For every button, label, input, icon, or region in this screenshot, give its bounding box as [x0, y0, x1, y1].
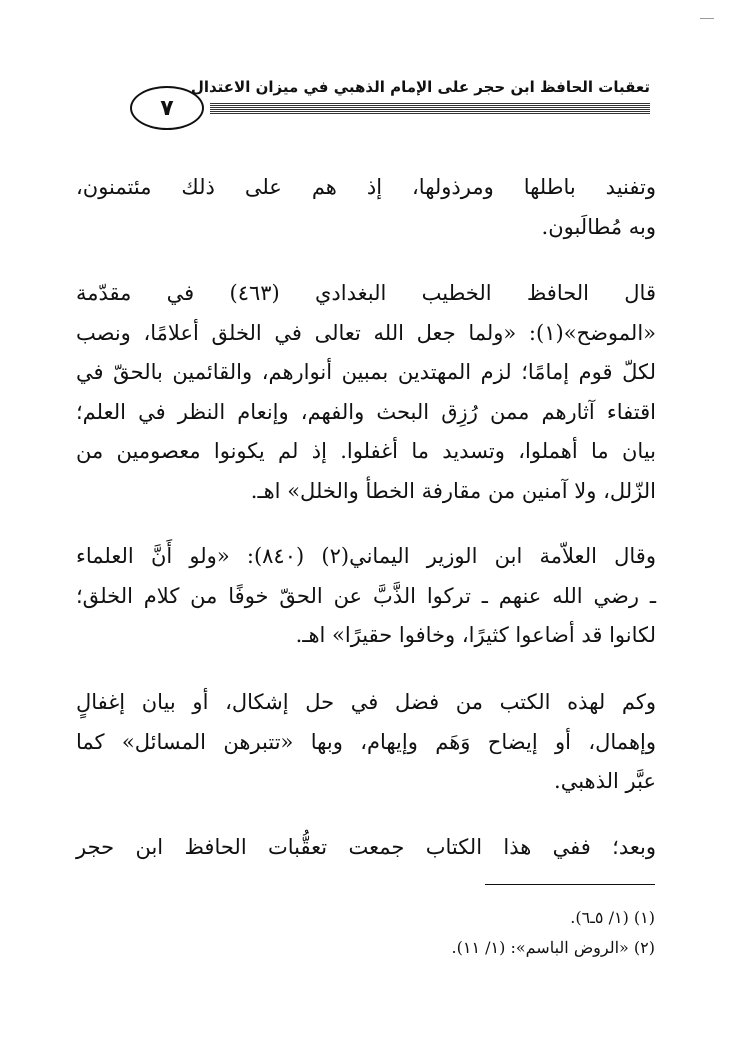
text-line: ـ رضي الله عنهم ـ تركوا الذَّبَّ عن الحقّ خوفًا من كلام الخلق؛ — [76, 584, 656, 608]
running-title: تعقبات الحافظ ابن حجر على الإمام الذهبي في ميزان الاعتدال — [190, 78, 650, 96]
footnote-rule — [485, 884, 655, 885]
header-rule — [210, 103, 650, 114]
text-line: لكلّ قوم إمامًا؛ لزم المهتدين بمبين أنوارهم، والقائمين بالحقّ في — [76, 360, 656, 384]
footnote: (١) (١/ ٥ـ٦). — [570, 908, 655, 927]
text-line: وكم لهذه الكتب من فضل في حل إشكال، أو بيان إغفالٍ — [76, 690, 656, 714]
text-line: «الموضح»(١): «ولما جعل الله تعالى في الخلق أعلامًا، ونصب — [76, 321, 656, 345]
text-line: قال الحافظ الخطيب البغدادي (٤٦٣) في مقدّمة — [76, 281, 656, 305]
text-line: اقتفاء آثارهم ممن رُزِق البحث والفهم، وإنعام النظر في العلم؛ — [76, 400, 656, 424]
text-line: بيان ما أهملوا، وتسديد ما أغفلوا. إذ لم يكونوا معصومين من — [76, 439, 656, 463]
text-line: عبَّر الذهبي. — [554, 769, 656, 793]
text-line: لكانوا قد أضاعوا كثيرًا، وخافوا حقيرًا» اهـ. — [295, 623, 656, 647]
text-line: وبعد؛ ففي هذا الكتاب جمعت تعقُّبات الحافظ ابن حجر — [76, 835, 656, 859]
text-line: وتفنيد باطلها ومرذولها، إذ هم على ذلك مئتمنون، — [76, 175, 656, 199]
footnote: (٢) «الروض الباسم»: (١/ ١١). — [451, 938, 655, 957]
text-line: وبه مُطالَبون. — [541, 215, 656, 239]
corner-mark — [700, 18, 714, 19]
text-line: الزّلل، ولا آمنين من مقارفة الخطأ والخلل» اهـ. — [250, 479, 656, 503]
text-line: وقال العلاّمة ابن الوزير اليماني(٢) (٨٤٠): «ولو أَنَّ العلماء — [76, 544, 656, 568]
page-number: ٧ — [130, 86, 204, 130]
text-line: وإهمال، أو إيضاح وَهَم وإيهام، وبها «تتبرهن المسائل» كما — [76, 730, 656, 754]
